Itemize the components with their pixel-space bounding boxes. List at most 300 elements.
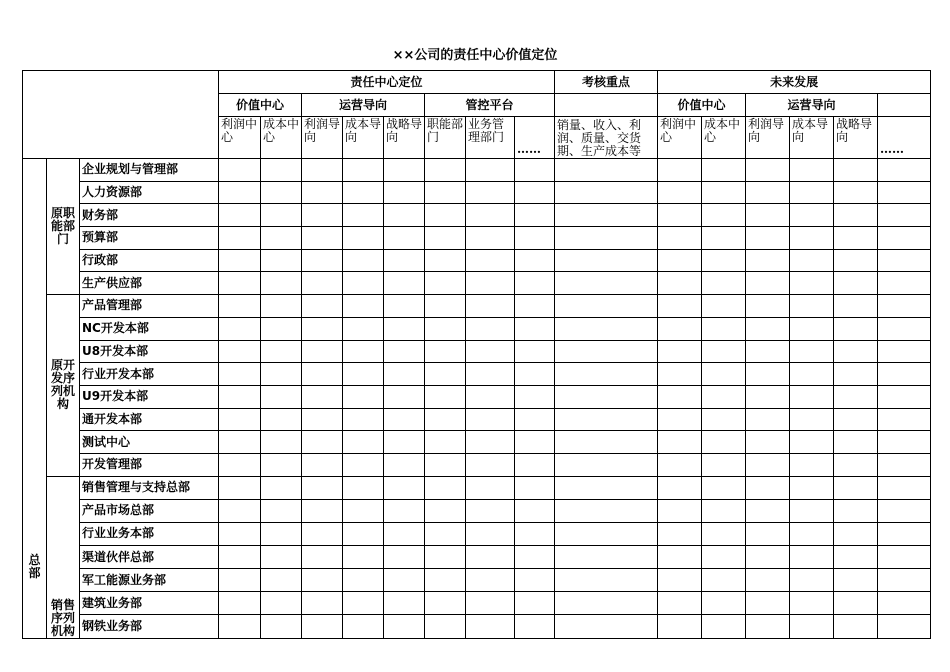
table-cell [878,227,931,250]
col-cost-center: 成本中心 [261,117,302,159]
table-cell [466,181,515,204]
department-name: 企业规划与管理部 [80,159,219,182]
table-cell [555,476,658,499]
table-cell [466,204,515,227]
table-cell [261,204,302,227]
table-cell [790,569,834,592]
table-cell [515,522,555,545]
table-cell [466,569,515,592]
table-cell [302,181,343,204]
table-cell [302,592,343,615]
table-cell [702,272,746,295]
table-cell [343,159,384,182]
table-cell [343,453,384,476]
table-cell [790,159,834,182]
table-cell [878,431,931,454]
table-row [23,272,931,295]
header-row-1 [23,71,931,94]
table-cell [384,453,425,476]
table-cell [702,499,746,522]
table-cell [384,499,425,522]
header-operation-oriented: 运营导向 [302,94,425,117]
table-cell [219,249,261,272]
table-cell [746,569,790,592]
table-cell [261,317,302,340]
table-cell [555,431,658,454]
table-cell [702,385,746,408]
table-row [23,295,931,318]
table-cell [466,408,515,431]
table-cell [219,546,261,569]
table-cell [425,295,466,318]
table-cell [466,272,515,295]
table-cell [658,569,702,592]
table-cell [515,363,555,386]
table-cell [658,385,702,408]
table-cell [746,408,790,431]
table-cell [878,159,931,182]
header-control-platform: 管控平台 [425,94,555,117]
table-cell [555,181,658,204]
table-cell [466,227,515,250]
table-cell [834,453,878,476]
table-cell [702,592,746,615]
table-cell [790,181,834,204]
table-cell [219,181,261,204]
department-name: 销售管理与支持总部 [80,476,219,499]
table-cell [702,569,746,592]
col-assessment-detail: 销量、收入、利润、质量、交货期、生产成本等 [555,117,658,159]
table-cell [302,546,343,569]
table-cell [219,159,261,182]
table-cell [302,340,343,363]
table-cell [702,476,746,499]
table-row [23,615,931,638]
table-cell [261,340,302,363]
table-cell [658,546,702,569]
table-row [23,249,931,272]
table-cell [515,204,555,227]
table-cell [790,453,834,476]
table-cell [261,453,302,476]
table-cell [384,317,425,340]
table-cell [425,546,466,569]
table-cell [515,499,555,522]
table-cell [790,340,834,363]
table-cell [466,546,515,569]
table-row [23,317,931,340]
table-cell [878,272,931,295]
department-name: 产品市场总部 [80,499,219,522]
table-cell [658,592,702,615]
department-name: 行政部 [80,249,219,272]
header-responsibility-positioning: 责任中心定位 [219,71,555,94]
col-ellipsis-future: …… [878,117,931,159]
table-cell [702,431,746,454]
table-row [23,227,931,250]
table-cell [746,227,790,250]
table-cell [219,295,261,318]
table-cell [343,431,384,454]
table-cell [658,204,702,227]
col-strategy-oriented-future: 战略导向 [834,117,878,159]
table-row [23,546,931,569]
department-name: 军工能源业务部 [80,569,219,592]
department-name: 测试中心 [80,431,219,454]
table-cell [515,249,555,272]
header-assessment-blank [555,94,658,117]
table-cell [425,181,466,204]
table-cell [425,592,466,615]
table-cell [746,476,790,499]
table-cell [834,340,878,363]
table-cell [302,317,343,340]
table-cell [658,363,702,386]
table-cell [555,317,658,340]
table-cell [790,204,834,227]
table-cell [466,476,515,499]
table-cell [425,272,466,295]
table-cell [302,204,343,227]
table-cell [425,615,466,638]
table-cell [384,227,425,250]
table-cell [702,249,746,272]
header-operation-oriented-future: 运营导向 [746,94,878,117]
department-name: 财务部 [80,204,219,227]
table-cell [555,453,658,476]
table-cell [834,499,878,522]
table-cell [790,249,834,272]
table-cell [834,385,878,408]
table-cell [343,227,384,250]
table-cell [834,363,878,386]
table-cell [555,592,658,615]
table-cell [343,476,384,499]
table-cell [790,431,834,454]
table-cell [878,181,931,204]
table-cell [515,431,555,454]
table-row [23,453,931,476]
table-cell [302,408,343,431]
table-cell [878,385,931,408]
table-cell [658,615,702,638]
table-cell [302,453,343,476]
table-cell [466,453,515,476]
table-cell [702,522,746,545]
table-cell [790,592,834,615]
table-cell [466,317,515,340]
table-cell [219,272,261,295]
table-cell [425,431,466,454]
table-row [23,408,931,431]
table-cell [384,592,425,615]
table-cell [746,453,790,476]
table-cell [302,476,343,499]
table-cell [425,522,466,545]
table-cell [702,408,746,431]
department-name: 通开发本部 [80,408,219,431]
table-cell [515,569,555,592]
table-cell [746,272,790,295]
table-cell [658,249,702,272]
table-cell [878,295,931,318]
table-cell [658,340,702,363]
table-cell [555,363,658,386]
table-cell [515,546,555,569]
table-cell [261,295,302,318]
table-cell [790,272,834,295]
table-cell [384,522,425,545]
table-cell [343,272,384,295]
table-cell [834,295,878,318]
table-row [23,181,931,204]
table-cell [302,272,343,295]
table-cell [555,408,658,431]
table-cell [384,408,425,431]
table-cell [555,204,658,227]
table-cell [261,363,302,386]
table-cell [878,615,931,638]
department-name: 产品管理部 [80,295,219,318]
table-cell [219,363,261,386]
table-cell [425,317,466,340]
table-cell [790,317,834,340]
table-row [23,159,931,182]
table-cell [384,340,425,363]
table-cell [658,159,702,182]
department-name: U8开发本部 [80,340,219,363]
table-cell [343,546,384,569]
table-cell [658,272,702,295]
table-cell [425,227,466,250]
table-cell [425,499,466,522]
table-cell [790,499,834,522]
department-name: 开发管理部 [80,453,219,476]
table-cell [384,431,425,454]
table-cell [261,181,302,204]
table-cell [878,499,931,522]
table-cell [515,340,555,363]
table-cell [834,204,878,227]
table-cell [878,453,931,476]
table-cell [702,546,746,569]
header-value-center: 价值中心 [219,94,302,117]
table-cell [878,363,931,386]
table-cell [658,295,702,318]
header-value-center-future: 价值中心 [658,94,746,117]
table-cell [384,476,425,499]
page-title: ××公司的责任中心价值定位 [392,48,558,63]
table-cell [466,295,515,318]
table-cell [834,249,878,272]
table-cell [746,363,790,386]
table-cell [746,159,790,182]
table-cell [658,317,702,340]
table-cell [746,340,790,363]
table-cell [302,385,343,408]
table-cell [878,249,931,272]
table-row [23,204,931,227]
department-name: 预算部 [80,227,219,250]
department-name: NC开发本部 [80,317,219,340]
table-cell [425,453,466,476]
table-cell [702,227,746,250]
department-name: 生产供应部 [80,272,219,295]
table-row [23,385,931,408]
table-cell [219,317,261,340]
table-cell [219,385,261,408]
table-cell [343,408,384,431]
table-cell [343,592,384,615]
col-profit-oriented: 利润导向 [302,117,343,159]
table-cell [466,363,515,386]
table-cell [515,453,555,476]
table-cell [343,363,384,386]
table-cell [261,272,302,295]
table-cell [425,385,466,408]
table-cell [834,592,878,615]
header-assessment-focus: 考核重点 [555,71,658,94]
table-cell [466,592,515,615]
table-cell [219,453,261,476]
table-cell [790,295,834,318]
table-cell [790,615,834,638]
table-cell [515,295,555,318]
table-cell [515,227,555,250]
table-cell [878,340,931,363]
table-cell [834,272,878,295]
table-cell [702,159,746,182]
table-cell [658,431,702,454]
table-cell [261,227,302,250]
table-cell [384,159,425,182]
table-cell [515,181,555,204]
table-cell [466,431,515,454]
group-label: 原职能部门 [47,159,80,295]
table-cell [302,615,343,638]
department-name: 行业开发本部 [80,363,219,386]
table-cell [261,385,302,408]
table-cell [384,615,425,638]
table-cell [466,340,515,363]
table-cell [746,204,790,227]
table-cell [343,615,384,638]
table-cell [834,317,878,340]
table-cell [261,592,302,615]
department-name: U9开发本部 [80,385,219,408]
table-cell [515,476,555,499]
table-cell [343,204,384,227]
table-cell [878,204,931,227]
group-headquarters: 总部 [23,159,47,639]
table-cell [555,615,658,638]
table-cell [746,431,790,454]
table-cell [878,408,931,431]
table-cell [343,499,384,522]
header-future-development: 未来发展 [658,71,931,94]
table-cell [302,569,343,592]
table-cell [261,615,302,638]
table-cell [834,615,878,638]
group-label: 销售序列机构 [47,476,80,638]
table-cell [515,317,555,340]
table-cell [302,227,343,250]
table-cell [790,227,834,250]
col-profit-oriented-future: 利润导向 [746,117,790,159]
table-cell [555,499,658,522]
table-cell [466,615,515,638]
table-cell [302,249,343,272]
table-cell [834,431,878,454]
table-cell [466,385,515,408]
table-cell [515,592,555,615]
table-cell [261,569,302,592]
table-cell [746,522,790,545]
department-name: 人力资源部 [80,181,219,204]
table-cell [384,385,425,408]
table-cell [878,317,931,340]
table-cell [466,499,515,522]
table-cell [834,569,878,592]
department-name: 建筑业务部 [80,592,219,615]
table-cell [555,522,658,545]
table-cell [425,159,466,182]
table-cell [878,546,931,569]
table-cell [384,546,425,569]
table-cell [343,569,384,592]
table-cell [302,159,343,182]
table-row [23,431,931,454]
table-cell [515,385,555,408]
col-functional-dept: 职能部门 [425,117,466,159]
table-cell [425,204,466,227]
table-row [23,569,931,592]
table-cell [425,476,466,499]
table-cell [219,569,261,592]
table-cell [343,295,384,318]
col-ellipsis: …… [515,117,555,159]
table-cell [790,546,834,569]
table-cell [384,569,425,592]
table-cell [261,431,302,454]
table-cell [425,569,466,592]
table-cell [261,159,302,182]
table-row [23,340,931,363]
table-cell [515,272,555,295]
table-cell [790,408,834,431]
table-cell [261,499,302,522]
table-cell [555,272,658,295]
table-cell [658,453,702,476]
table-cell [384,272,425,295]
table-cell [219,476,261,499]
table-cell [878,569,931,592]
table-cell [658,181,702,204]
table-cell [384,295,425,318]
table-cell [658,522,702,545]
table-row [23,363,931,386]
table-cell [302,499,343,522]
table-cell [219,592,261,615]
table-cell [219,499,261,522]
table-cell [702,181,746,204]
table-cell [343,522,384,545]
table-cell [425,340,466,363]
table-cell [746,615,790,638]
table-cell [746,249,790,272]
table-cell [746,546,790,569]
table-cell [219,204,261,227]
